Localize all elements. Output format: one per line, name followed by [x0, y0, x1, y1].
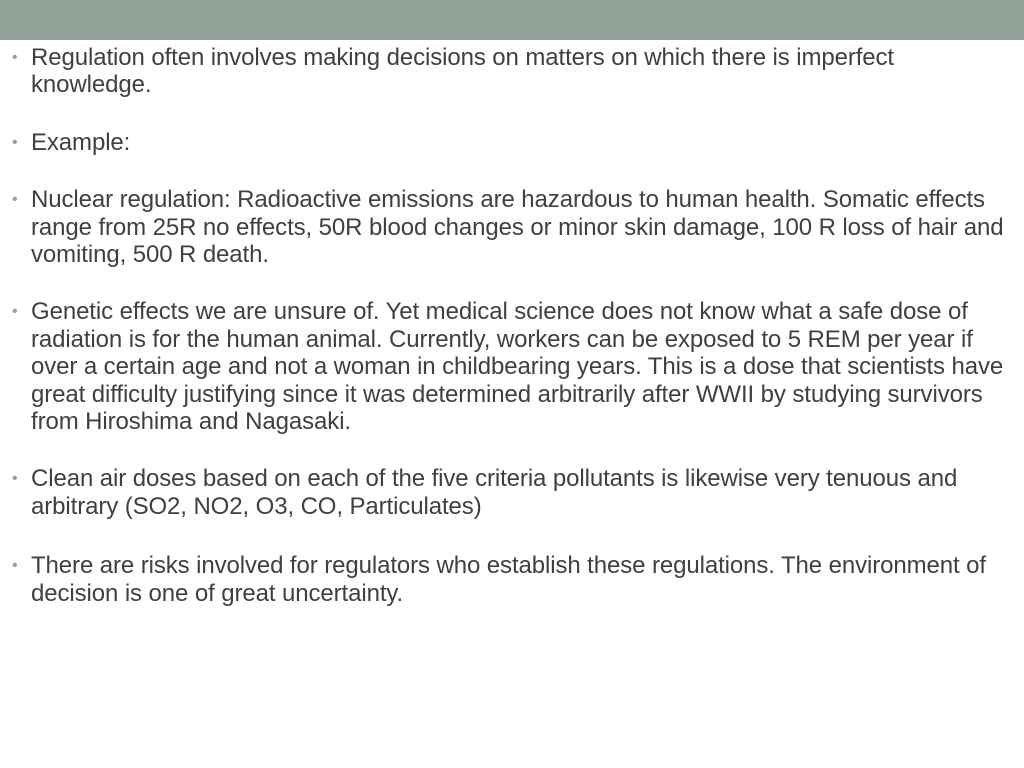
bullet-item	[12, 298, 1014, 435]
bullet-marker-icon: •	[12, 191, 18, 209]
bullet-text: There are risks involved for regulators who establish these regulations. The environment of decision is one of great uncertainty.	[31, 552, 986, 607]
bullet-marker-icon: •	[12, 557, 18, 575]
bullet-marker-icon: •	[12, 470, 18, 488]
bullet-text: Nuclear regulation: Radioactive emissions are hazardous to human health. Somatic effects range from 25R no effects, 50R blood changes or minor skin damage, 100 R loss of hair and vomiting, 500 R death.	[31, 186, 1004, 269]
bullet-item	[12, 186, 1014, 268]
bullet-text: Regulation often involves making decisions on matters on which there is imperfect knowledge.	[31, 44, 895, 99]
bullet-item	[12, 129, 1014, 156]
title-bar	[0, 0, 1024, 40]
bullet-marker-icon: •	[12, 303, 18, 321]
bullet-list	[0, 44, 1024, 607]
bullet-marker-icon: •	[12, 49, 18, 66]
bullet-item	[12, 44, 1014, 99]
bullet-item	[12, 465, 1014, 520]
bullet-text: Example:	[31, 128, 131, 156]
bullet-item	[12, 552, 1014, 607]
bullet-marker-icon: •	[12, 133, 18, 151]
bullet-text: Genetic effects we are unsure of. Yet medical science does not know what a safe dose of radiation is for the human animal. Currently, workers can be exposed to 5 REM per year if over a certain age and not a woman in childbearing years. This is a dose that scientists have great difficulty justifying since it was determined arbitrarily after WWII by studying survivors from Hiroshima and Nagasaki.	[31, 298, 1004, 436]
bullet-text: Clean air doses based on each of the five criteria pollutants is likewise very tenuous and arbitrary (SO2, NO2, O3, CO, Particulates)	[31, 465, 958, 520]
